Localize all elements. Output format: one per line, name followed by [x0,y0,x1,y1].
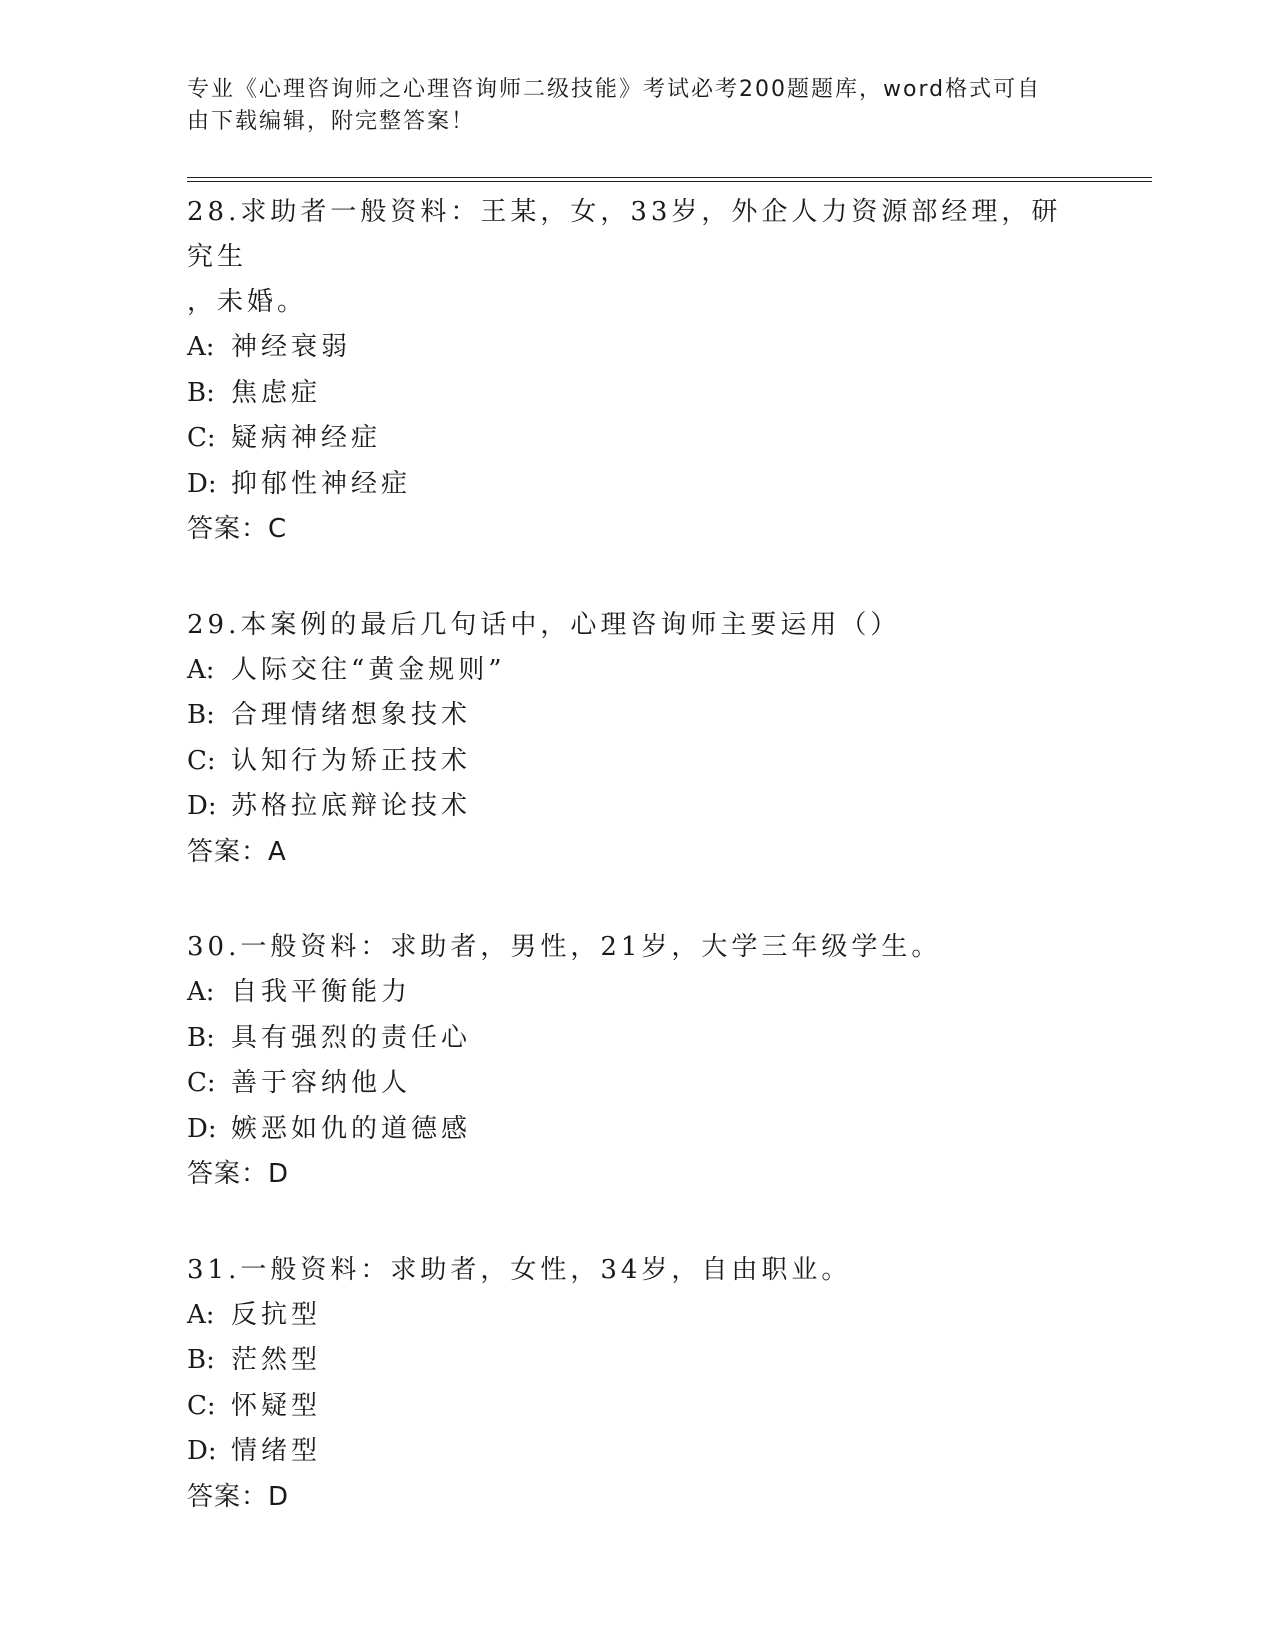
option-label: D: [187,1113,217,1144]
header-divider-bottom [187,181,1152,182]
option-label: A: [187,1299,215,1330]
question-stem-line: ，未婚。 [187,287,308,317]
option-text: 嫉恶如仇的道德感 [231,1113,472,1144]
option-label: A: [187,654,215,685]
question-stem [187,925,1087,970]
option-text: 焦虑症 [231,377,322,408]
option-label: B: [187,1345,215,1375]
option-b [187,1016,1087,1062]
option-text: 具有强烈的责任心 [231,1022,472,1053]
option-c [187,739,1087,785]
question-list [187,190,1087,1570]
option-text: 情绪型 [231,1436,322,1466]
answer-line: 答案：D [187,1481,290,1512]
document-header [187,74,1067,138]
option-text: 怀疑型 [231,1390,322,1421]
question-stem-line: 29.本案例的最后几句话中，心理咨询师主要运用（） [187,609,901,640]
option-d [187,784,1087,830]
question-stem [187,1248,1087,1293]
answer-line: 答案：D [187,1159,290,1189]
question-stem [187,603,1087,648]
option-label: A: [187,332,215,362]
option-label: B: [187,1022,215,1053]
option-c [187,416,1087,462]
option-label: D: [187,791,217,821]
question-31 [187,1248,1087,1521]
option-text: 苏格拉底辩论技术 [231,791,472,821]
option-d [187,1107,1087,1153]
option-label: B: [187,377,215,408]
option-text: 神经衰弱 [231,332,352,362]
option-text: 人际交往“黄金规则” [231,654,506,685]
option-a [187,970,1087,1016]
answer-line: 答案：C [187,514,288,544]
option-label: D: [187,1436,217,1466]
answer-line: 答案：A [187,836,287,867]
option-label: C: [187,1390,216,1421]
option-label: C: [187,745,216,776]
option-label: C: [187,423,216,453]
question-stem-line: 31.一般资料：求助者，女性，34岁，自由职业。 [187,1254,852,1285]
option-b [187,371,1087,417]
option-label: C: [187,1068,216,1098]
option-c [187,1384,1087,1430]
question-29 [187,603,1087,876]
header-intro-line-2: 由下载编辑，附完整答案！ [187,109,476,134]
option-a [187,1293,1087,1339]
option-text: 疑病神经症 [231,423,382,453]
question-28 [187,190,1087,553]
option-d [187,1429,1087,1475]
option-label: A: [187,977,215,1007]
option-text: 合理情绪想象技术 [231,700,472,730]
option-text: 认知行为矫正技术 [231,745,472,776]
option-b [187,1338,1087,1384]
option-label: B: [187,700,215,730]
option-b [187,693,1087,739]
option-text: 茫然型 [231,1345,322,1375]
question-stem-line: 28.求助者一般资料：王某，女，33岁，外企人力资源部经理，研究生 [187,197,1062,272]
option-label: D: [187,468,217,499]
header-divider-top [187,177,1152,178]
option-text: 抑郁性神经症 [231,468,412,499]
header-intro-line-1: 专业《心理咨询师之心理咨询师二级技能》考试必考200题题库，word格式可自 [187,77,1042,102]
question-stem-line: 30.一般资料：求助者，男性，21岁，大学三年级学生。 [187,932,942,962]
option-text: 自我平衡能力 [231,977,412,1007]
option-text: 善于容纳他人 [231,1068,412,1098]
option-text: 反抗型 [231,1299,322,1330]
option-c [187,1061,1087,1107]
option-a [187,648,1087,694]
question-stem [187,190,1087,325]
option-d [187,462,1087,508]
question-30 [187,925,1087,1198]
option-a [187,325,1087,371]
